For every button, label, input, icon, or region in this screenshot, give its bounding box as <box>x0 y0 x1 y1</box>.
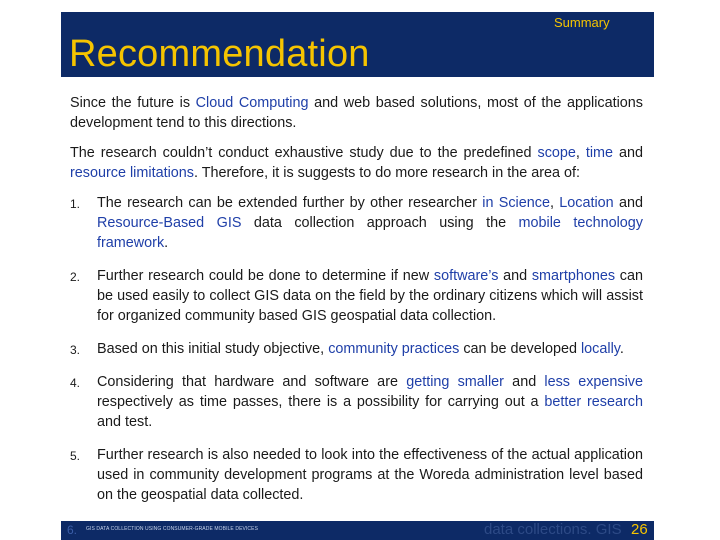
list-item <box>70 372 643 432</box>
list-item-text <box>97 341 624 357</box>
text-run: Based on this initial study objective, <box>97 341 329 357</box>
text-run: and test. <box>97 414 153 430</box>
page-number: 26 <box>631 521 648 538</box>
highlighted-term: Cloud Computing <box>195 95 309 111</box>
slide-body <box>70 93 643 518</box>
list-item <box>70 445 643 505</box>
list-number: 5. <box>70 449 81 463</box>
text-run: . <box>164 235 169 251</box>
highlighted-term: locally <box>580 341 620 357</box>
recommendation-list <box>70 193 643 505</box>
slide-header <box>61 12 654 77</box>
highlighted-term: in Science <box>482 195 550 211</box>
list-item-text <box>97 195 643 251</box>
highlighted-term: resource limitations <box>70 165 194 181</box>
summary-label: Summary <box>554 15 610 30</box>
list-item-text <box>97 374 643 430</box>
list-item-text <box>97 268 643 324</box>
highlighted-term: getting smaller <box>406 374 504 390</box>
footer-overflow-text: data collections. GIS <box>484 521 622 538</box>
text-run: Considering that hardware and software are <box>97 374 407 390</box>
slide-title: Recommendation <box>69 33 370 75</box>
text-run: . Therefore, it is suggests to do more research in the area of: <box>193 165 581 181</box>
text-run: and web based solutions, most of the applications development tend to this directions. <box>70 95 643 131</box>
highlighted-term: community practices <box>328 341 460 357</box>
highlighted-term: better research <box>544 394 643 410</box>
list-item <box>70 339 643 359</box>
text-run: and <box>613 145 644 161</box>
text-run: The research couldn’t conduct exhaustive study due to the predefined <box>70 145 538 161</box>
highlighted-term: smartphones <box>531 268 616 284</box>
text-run: and <box>498 268 532 284</box>
footer-number: 6. <box>67 523 78 537</box>
list-item-text <box>97 447 643 503</box>
intro-paragraph-1 <box>70 93 643 133</box>
text-run: can be used easily to collect GIS data on the field by the ordinary citizens which will assist for organized community based GIS geospatial data collection. <box>97 268 643 324</box>
list-number: 2. <box>70 270 81 284</box>
text-run: Further research is also needed to look into the effectiveness of the actual application used in community development programs at the Woreda administration level based on the geospatial data collected. <box>97 447 643 503</box>
footer-caption: GIS DATA COLLECTION USING CONSUMER-GRADE MOBILE DEVICES <box>86 526 259 532</box>
text-run: . <box>619 341 624 357</box>
intro-paragraph-2 <box>70 143 643 183</box>
text-run: Since the future is <box>70 95 196 111</box>
text-run: , <box>575 145 586 161</box>
highlighted-term: Location <box>559 195 614 211</box>
text-run: and <box>613 195 643 211</box>
slide-footer <box>61 521 654 540</box>
text-run: Further research could be done to determine if new <box>97 268 434 284</box>
text-run: respectively as time passes, there is a possibility for carrying out a <box>97 394 545 410</box>
text-run: can be developed <box>459 341 581 357</box>
highlighted-term: scope <box>537 145 576 161</box>
highlighted-term: software’s <box>433 268 499 284</box>
list-item <box>70 193 643 253</box>
text-run: data collection approach using the <box>241 215 519 231</box>
text-run: and <box>503 374 545 390</box>
list-number: 4. <box>70 376 81 390</box>
highlighted-term: time <box>585 145 614 161</box>
text-run: , <box>549 195 560 211</box>
highlighted-term: less expensive <box>544 374 643 390</box>
text-run: The research can be extended further by other researcher <box>97 195 483 211</box>
highlighted-term: mobile technology framework <box>97 215 643 251</box>
list-number: 1. <box>70 197 81 211</box>
list-number: 3. <box>70 343 81 357</box>
highlighted-term: Resource-Based GIS <box>97 215 242 231</box>
list-item <box>70 266 643 326</box>
